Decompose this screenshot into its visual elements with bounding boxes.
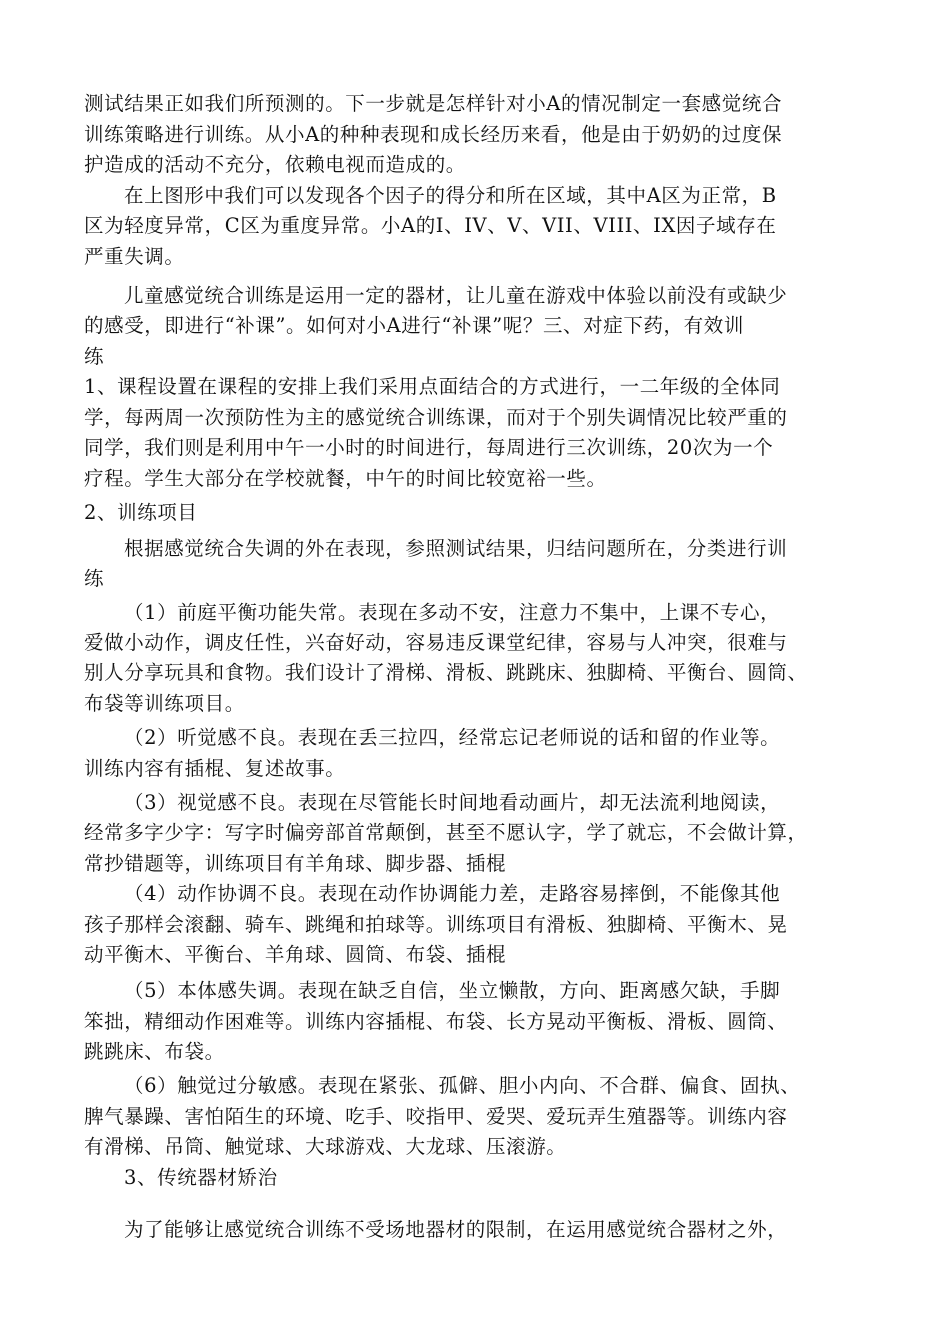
text-line: 1、课程设置在课程的安排上我们采用点面结合的方式进行，一二年级的全体同: [84, 375, 781, 398]
text-line: （3）视觉感不良。表现在尽管能长时间地看动画片，却无法流利地阅读，: [124, 791, 781, 814]
text-line: 在上图形中我们可以发现各个因子的得分和所在区域，其中A区为正常，B: [124, 184, 777, 207]
text-line: 的感受，即进行“补课”。如何对小A进行“补课”呢？三、对症下药，有效训: [84, 314, 744, 337]
text-line: （2）听觉感不良。表现在丢三拉四，经常忘记老师说的话和留的作业等。: [124, 726, 781, 749]
text-line: 笨拙，精细动作困难等。训练内容插棍、布袋、长方晃动平衡板、滑板、圆筒、: [84, 1010, 788, 1033]
text-line: 疗程。学生大部分在学校就餐，中午的时间比较宽裕一些。: [84, 467, 607, 490]
text-line: 练: [84, 345, 105, 368]
text-line: 学，每两周一次预防性为主的感觉统合训练课，而对于个别失调情况比较严重的: [84, 406, 788, 429]
text-line: 护造成的活动不充分，依赖电视而造成的。: [84, 153, 466, 176]
text-line: 常抄错题等，训练项目有羊角球、脚步器、插棍: [84, 852, 507, 875]
text-line: （6）触觉过分敏感。表现在紧张、孤僻、胆小内向、不合群、偏食、固执、: [124, 1074, 801, 1097]
text-line: 测试结果正如我们所预测的。下一步就是怎样针对小A的情况制定一套感觉统合: [84, 92, 783, 115]
text-line: 孩子那样会滚翻、骑车、跳绳和拍球等。训练项目有滑板、独脚椅、平衡木、晃: [84, 913, 788, 936]
text-line: （4）动作协调不良。表现在动作协调能力差，走路容易摔倒，不能像其他: [124, 882, 781, 905]
section-heading: 2、训练项目: [84, 501, 198, 524]
text-line: 训练策略进行训练。从小A的种种表现和成长经历来看，他是由于奶奶的过度保: [84, 123, 783, 146]
text-line: 跳跳床、布袋。: [84, 1040, 225, 1063]
text-line: 为了能够让感觉统合训练不受场地器材的限制，在运用感觉统合器材之外，: [124, 1218, 788, 1241]
text-line: 爱做小动作，调皮任性，兴奋好动，容易违反课堂纪律，容易与人冲突，很难与: [84, 631, 788, 654]
text-line: （1）前庭平衡功能失常。表现在多动不安，注意力不集中，上课不专心，: [124, 601, 781, 624]
text-line: 动平衡木、平衡台、羊角球、圆筒、布袋、插棍: [84, 943, 507, 966]
text-line: 同学，我们则是利用中午一小时的时间进行，每周进行三次训练，20次为一个: [84, 436, 774, 459]
text-line: 儿童感觉统合训练是运用一定的器材，让儿童在游戏中体验以前没有或缺少: [124, 284, 788, 307]
text-line: （5）本体感失调。表现在缺乏自信，坐立懒散，方向、距离感欠缺，手脚: [124, 979, 781, 1002]
text-line: 训练内容有插棍、复述故事。: [84, 757, 346, 780]
text-line: 别人分享玩具和食物。我们设计了滑梯、滑板、跳跳床、独脚椅、平衡台、圆筒、: [84, 661, 808, 684]
text-line: 经常多字少字：写字时偏旁部首常颠倒，甚至不愿认字，学了就忘，不会做计算，: [84, 821, 808, 844]
section-heading: 3、传统器材矫治: [124, 1166, 278, 1189]
text-line: 布袋等训练项目。: [84, 692, 245, 715]
text-line: 有滑梯、吊筒、触觉球、大球游戏、大龙球、压滚游。: [84, 1135, 567, 1158]
text-line: 脾气暴躁、害怕陌生的环境、吃手、咬指甲、爱哭、爱玩弄生殖器等。训练内容: [84, 1105, 788, 1128]
text-line: 练: [84, 567, 105, 590]
text-line: 严重失调。: [84, 245, 185, 268]
text-line: 区为轻度异常，C区为重度异常。小A的I、IV、V、VII、VIII、IX因子域存在: [84, 214, 777, 237]
text-line: 根据感觉统合失调的外在表现，参照测试结果，归结问题所在，分类进行训: [124, 537, 788, 560]
